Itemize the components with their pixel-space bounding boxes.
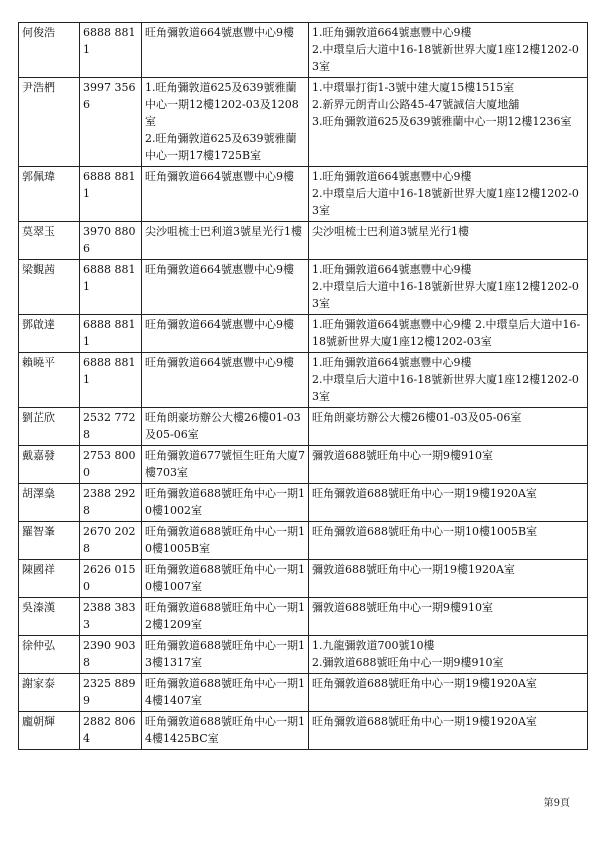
address-cell: [309, 636, 588, 674]
address-line: 2.中環皇后大道中16-18號新世界大廈1座12樓1202-03室: [312, 373, 579, 403]
phone-cell: 6888 8811: [80, 167, 142, 222]
business-address-line: 旺角彌敦道664號惠豐中心9樓: [145, 263, 294, 276]
address-line: 2.中環皇后大道中16-18號新世界大廈1座12樓1202-03室: [312, 280, 579, 310]
table-row: [19, 260, 588, 315]
business-address-line: 1.旺角彌敦道625及639號雅蘭中心一期12樓1202-03及1208室: [145, 81, 299, 128]
business-address-cell: [142, 560, 309, 598]
address-line: 1.旺角彌敦道664號惠豐中心9樓: [312, 356, 472, 369]
name-cell: 何俊浩: [19, 23, 80, 78]
phone-cell: 2390 9038: [80, 636, 142, 674]
business-address-cell: [142, 167, 309, 222]
name-cell: 賴曉平: [19, 353, 80, 408]
table-row: [19, 712, 588, 750]
table-row: [19, 598, 588, 636]
business-address-line: 旺角彌敦道664號惠豐中心9樓: [145, 356, 294, 369]
address-cell: [309, 315, 588, 353]
name-cell: 劉芷欣: [19, 408, 80, 446]
business-address-cell: [142, 484, 309, 522]
name-cell: 梁覲茜: [19, 260, 80, 315]
phone-cell: 2753 8000: [80, 446, 142, 484]
address-line: 旺角彌敦道688號旺角中心一期19樓1920A室: [312, 715, 537, 728]
address-cell: [309, 23, 588, 78]
phone-cell: 2388 3833: [80, 598, 142, 636]
phone-cell: 6888 8811: [80, 353, 142, 408]
address-line: 旺角朗豪坊辦公大樓26樓01-03及05-06室: [312, 411, 522, 424]
business-address-line: 旺角彌敦道688號旺角中心一期10樓1007室: [145, 563, 305, 593]
address-line: 彌敦道688號旺角中心一期9樓910室: [312, 601, 493, 614]
address-line: 1.中環畢打街1-3號中建大廈15樓1515室: [312, 81, 515, 94]
name-cell: 謝家泰: [19, 674, 80, 712]
address-cell: [309, 522, 588, 560]
address-cell: [309, 78, 588, 167]
business-address-cell: [142, 353, 309, 408]
table-row: [19, 353, 588, 408]
business-address-line: 2.旺角彌敦道625及639號雅蘭中心一期17樓1725B室: [145, 132, 297, 162]
business-address-line: 旺角彌敦道664號惠豐中心9樓: [145, 170, 294, 183]
name-cell: 陳國祥: [19, 560, 80, 598]
business-address-cell: [142, 23, 309, 78]
address-line: 1.旺角彌敦道664號惠豐中心9樓: [312, 26, 472, 39]
address-cell: [309, 408, 588, 446]
business-address-line: 旺角彌敦道664號惠豐中心9樓: [145, 318, 294, 331]
name-cell: 胡澤燊: [19, 484, 80, 522]
table-row: [19, 23, 588, 78]
address-cell: [309, 167, 588, 222]
address-line: 2.彌敦道688號旺角中心一期9樓910室: [312, 656, 504, 669]
business-address-line: 旺角彌敦道688號旺角中心一期13樓1317室: [145, 639, 305, 669]
table-row: [19, 484, 588, 522]
address-line: 尖沙咀梳士巴利道3號星光行1樓: [312, 225, 469, 238]
address-line: 3.旺角彌敦道625及639號雅蘭中心一期12樓1236室: [312, 115, 572, 128]
phone-cell: 6888 8811: [80, 315, 142, 353]
business-address-cell: [142, 260, 309, 315]
business-address-line: 旺角彌敦道688號旺角中心一期12樓1209室: [145, 601, 305, 631]
business-address-cell: [142, 315, 309, 353]
table-row: [19, 522, 588, 560]
business-address-cell: [142, 674, 309, 712]
address-cell: [309, 260, 588, 315]
address-cell: [309, 353, 588, 408]
table-row: [19, 446, 588, 484]
name-cell: 吳溱漢: [19, 598, 80, 636]
address-line: 1.旺角彌敦道664號惠豐中心9樓: [312, 263, 472, 276]
name-cell: 徐仲弘: [19, 636, 80, 674]
business-address-cell: [142, 408, 309, 446]
business-address-line: 旺角朗豪坊辦公大樓26樓01-03及05-06室: [145, 411, 301, 441]
business-address-line: 旺角彌敦道688號旺角中心一期14樓1407室: [145, 677, 305, 707]
name-cell: 尹浩椚: [19, 78, 80, 167]
business-address-cell: [142, 712, 309, 750]
address-line: 1.旺角彌敦道664號惠豐中心9樓 2.中環皇后大道中16-18號新世界大廈1座12樓1202-03室: [312, 318, 581, 348]
address-cell: [309, 598, 588, 636]
phone-cell: 3970 8806: [80, 222, 142, 260]
phone-cell: 2626 0150: [80, 560, 142, 598]
table-row: [19, 315, 588, 353]
page-number: 第9頁: [543, 798, 570, 809]
business-address-line: 旺角彌敦道688號旺角中心一期14樓1425BC室: [145, 715, 305, 745]
address-line: 2.新界元朗青山公路45-47號誠信大廈地舖: [312, 98, 520, 111]
name-cell: 鄧啟達: [19, 315, 80, 353]
address-line: 彌敦道688號旺角中心一期9樓910室: [312, 449, 493, 462]
business-address-line: 旺角彌敦道688號旺角中心一期10樓1005B室: [145, 525, 305, 555]
address-line: 1.旺角彌敦道664號惠豐中心9樓: [312, 170, 472, 183]
address-line: 旺角彌敦道688號旺角中心一期19樓1920A室: [312, 487, 537, 500]
name-cell: 戴嘉發: [19, 446, 80, 484]
address-line: 2.中環皇后大道中16-18號新世界大廈1座12樓1202-03室: [312, 43, 579, 73]
address-cell: [309, 674, 588, 712]
phone-cell: 2388 2928: [80, 484, 142, 522]
name-cell: 羅智峯: [19, 522, 80, 560]
phone-cell: 2325 8899: [80, 674, 142, 712]
table-row: [19, 222, 588, 260]
address-line: 彌敦道688號旺角中心一期19樓1920A室: [312, 563, 515, 576]
address-cell: [309, 484, 588, 522]
business-address-line: 旺角彌敦道688號旺角中心一期10樓1002室: [145, 487, 305, 517]
address-line: 旺角彌敦道688號旺角中心一期10樓1005B室: [312, 525, 538, 538]
table-row: [19, 408, 588, 446]
business-address-cell: [142, 598, 309, 636]
registry-table: [18, 22, 588, 750]
phone-cell: 6888 8811: [80, 260, 142, 315]
table-row: [19, 636, 588, 674]
phone-cell: 2882 8064: [80, 712, 142, 750]
business-address-line: 旺角彌敦道664號惠豐中心9樓: [145, 26, 294, 39]
address-cell: [309, 446, 588, 484]
address-line: 旺角彌敦道688號旺角中心一期19樓1920A室: [312, 677, 537, 690]
business-address-cell: [142, 636, 309, 674]
table-row: [19, 674, 588, 712]
table-row: [19, 560, 588, 598]
business-address-cell: [142, 78, 309, 167]
business-address-cell: [142, 222, 309, 260]
registry-table-body: [19, 23, 588, 750]
table-row: [19, 78, 588, 167]
phone-cell: 3997 3566: [80, 78, 142, 167]
business-address-line: 尖沙咀梳士巴利道3號星光行1樓: [145, 225, 302, 238]
name-cell: 莫翠玉: [19, 222, 80, 260]
business-address-cell: [142, 522, 309, 560]
address-cell: [309, 712, 588, 750]
business-address-line: 旺角彌敦道677號恒生旺角大廈7樓703室: [145, 449, 305, 479]
business-address-cell: [142, 446, 309, 484]
table-row: [19, 167, 588, 222]
address-cell: [309, 560, 588, 598]
address-cell: [309, 222, 588, 260]
address-line: 1.九龍彌敦道700號10樓: [312, 639, 435, 652]
phone-cell: 2532 7728: [80, 408, 142, 446]
name-cell: 郭佩瑋: [19, 167, 80, 222]
phone-cell: 6888 8811: [80, 23, 142, 78]
name-cell: 龐朝輝: [19, 712, 80, 750]
phone-cell: 2670 2028: [80, 522, 142, 560]
address-line: 2.中環皇后大道中16-18號新世界大廈1座12樓1202-03室: [312, 187, 579, 217]
